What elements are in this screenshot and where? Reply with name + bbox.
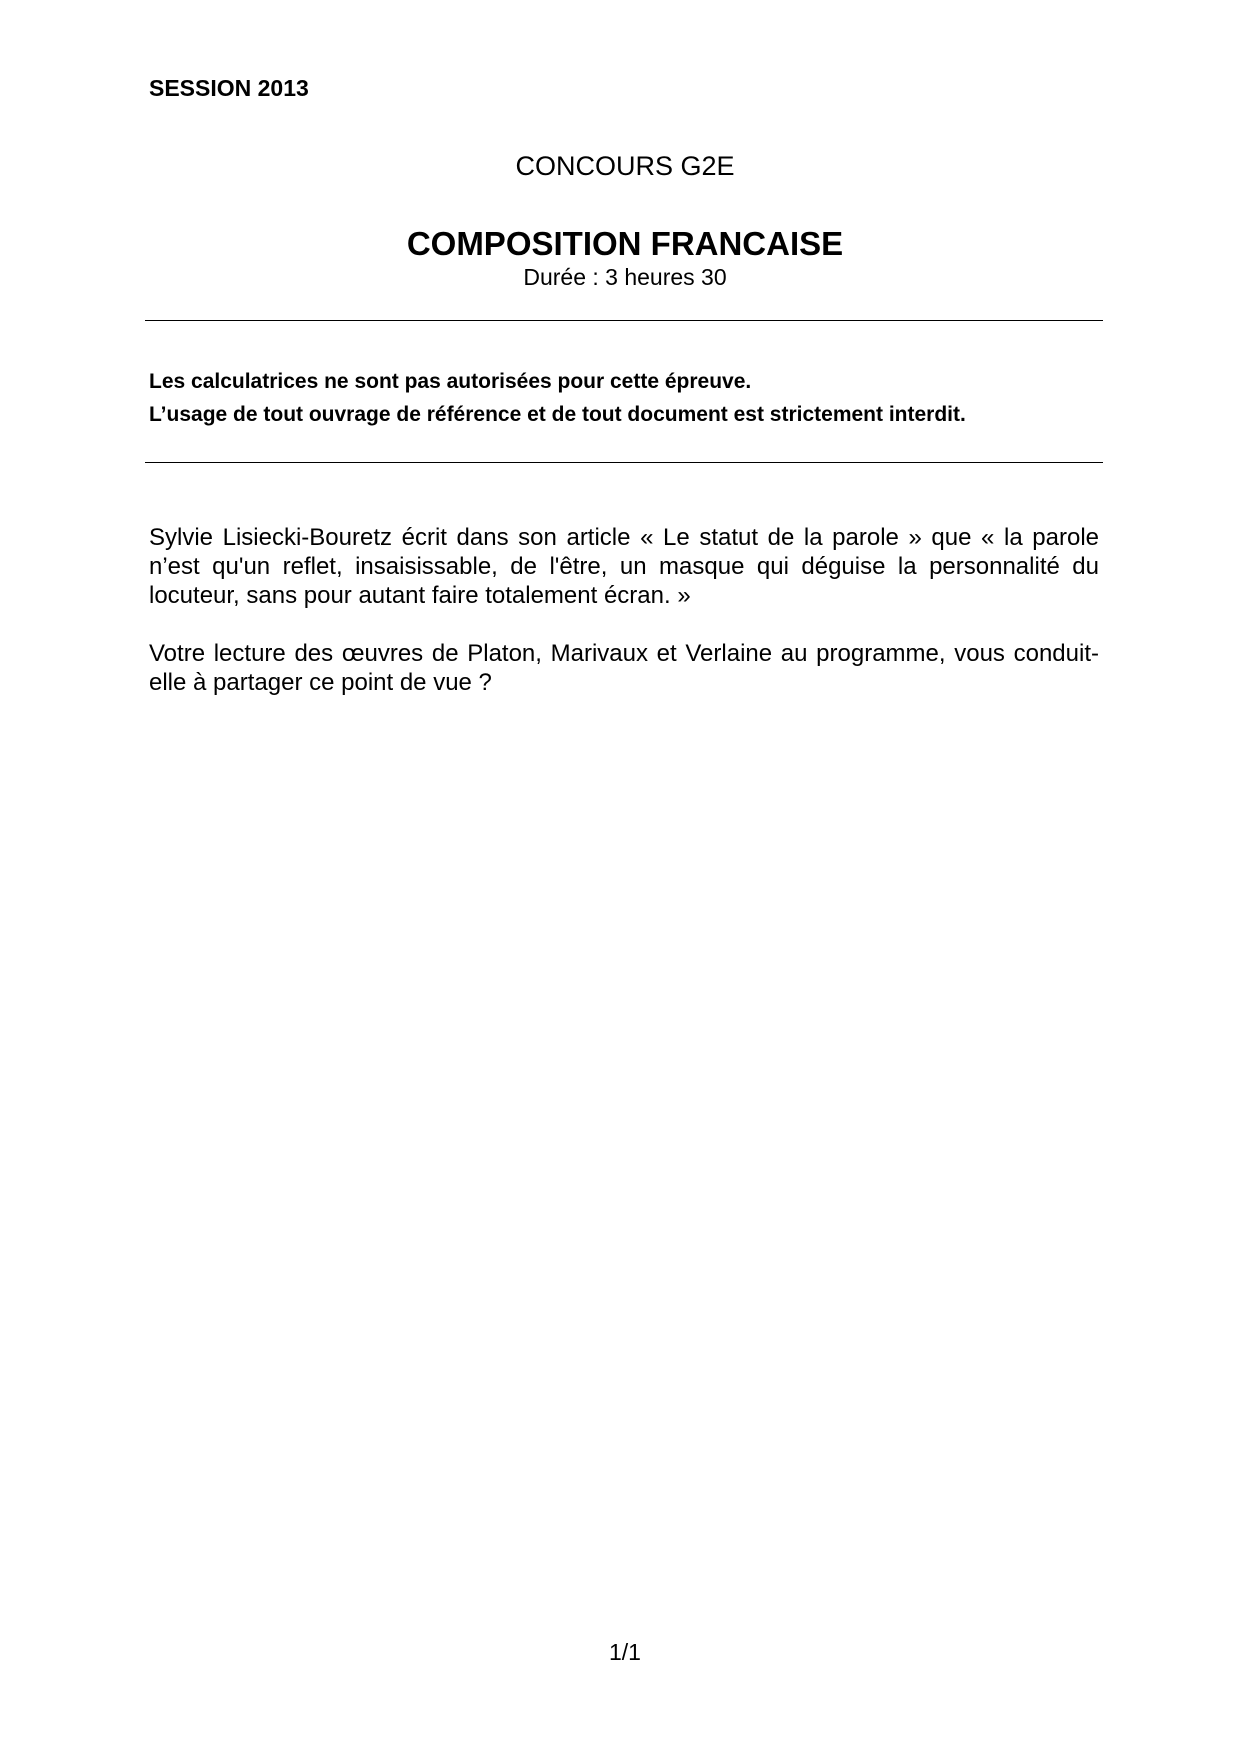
session-label: SESSION 2013 xyxy=(149,75,309,101)
exam-duration: Durée : 3 heures 30 xyxy=(523,264,727,290)
contest-name: CONCOURS G2E xyxy=(515,151,735,181)
instructions-block xyxy=(149,365,1099,431)
subject-question-paragraph: Votre lecture des œuvres de Platon, Marivaux et Verlaine au programme, vous conduit-elle à partager ce point de vue ? xyxy=(149,640,1099,696)
subject-quote-paragraph: Sylvie Lisiecki-Bouretz écrit dans son article « Le statut de la parole » que « la parole n’est qu'un reflet, insaisissable, de l'être, un masque qui déguise la personnalité du locuteur, sans pour autant faire totalement écran. » xyxy=(149,524,1099,609)
exam-title: COMPOSITION FRANCAISE xyxy=(406,225,844,262)
instruction-documents: L’usage de tout ouvrage de référence et de tout document est strictement interdit. xyxy=(149,403,966,426)
page-number: 1/1 xyxy=(609,1639,641,1665)
instruction-calculators: Les calculatrices ne sont pas autorisées pour cette épreuve. xyxy=(149,370,752,393)
top-divider xyxy=(145,320,1103,321)
subject-text xyxy=(149,523,1099,726)
bottom-divider xyxy=(145,462,1103,463)
